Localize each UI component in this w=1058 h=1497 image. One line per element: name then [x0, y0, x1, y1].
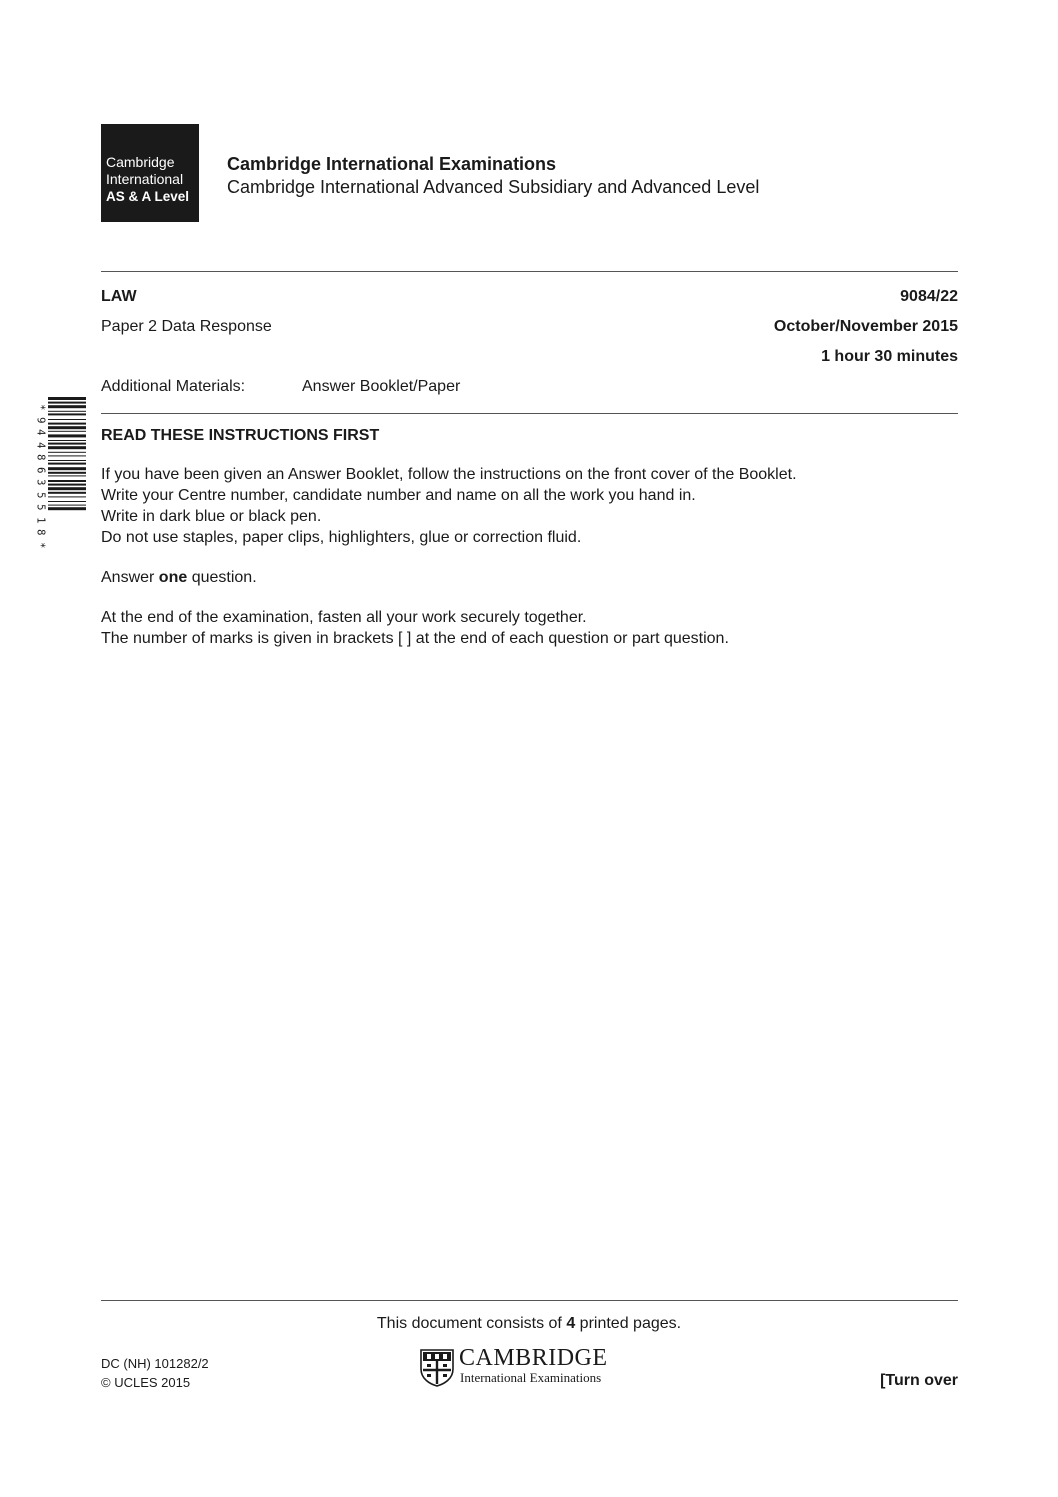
barcode-bar: [48, 463, 86, 465]
instruction-line: The number of marks is given in brackets [ ] at the end of each question or part question.: [101, 630, 729, 647]
barcode-digit: 5: [34, 491, 47, 498]
exam-session: October/November 2015: [773, 318, 958, 335]
answer-count: one: [158, 569, 188, 586]
barcode-digit: 8: [34, 454, 47, 461]
barcode-digit: 8: [34, 529, 47, 536]
copyright: © UCLES 2015: [101, 1375, 191, 1390]
barcode-bar: [48, 443, 86, 445]
qualification-subtitle: Cambridge International Advanced Subsidiary and Advanced Level: [227, 177, 760, 197]
instruction-line: At the end of the examination, fasten all your work securely together.: [101, 609, 587, 626]
cambridge-wordmark-subtitle: International Examinations: [460, 1370, 602, 1385]
barcode-digit: *: [34, 541, 47, 548]
barcode-bar: [48, 475, 86, 476]
barcode-digit: 3: [34, 479, 47, 486]
answer-instruction: Answer one question.: [101, 569, 257, 586]
instruction-line: Write your Centre number, candidate number and name on all the work you hand in.: [101, 487, 696, 504]
barcode-digit: *: [34, 404, 47, 411]
barcode-bar: [48, 402, 86, 404]
turn-over-note: [Turn over: [880, 1372, 958, 1389]
materials-value: Answer Booklet/Paper: [302, 378, 461, 395]
cambridge-wordmark: CAMBRIDGE: [459, 1345, 608, 1371]
instructions-heading: READ THESE INSTRUCTIONS FIRST: [101, 427, 380, 444]
barcode-bar: [48, 472, 86, 474]
barcode-bar: [48, 492, 86, 494]
barcode-digit: 4: [34, 429, 47, 436]
page-count-note: This document consists of 4 printed pages.: [376, 1315, 682, 1332]
exam-duration: 1 hour 30 minutes: [821, 348, 958, 365]
barcode-bar: [48, 446, 86, 449]
instructions-block-1: [101, 464, 797, 548]
barcode-bar: [48, 413, 86, 415]
logo-line-2: International: [106, 171, 184, 187]
barcode-digit: 5: [34, 504, 47, 511]
instruction-line: If you have been given an Answer Booklet, follow the instructions on the front cover of the Booklet.: [101, 466, 797, 483]
barcode-bar: [48, 434, 86, 437]
barcode-digit: 6: [34, 466, 47, 473]
paper-code: 9084/22: [900, 288, 958, 305]
barcode-bar: [48, 419, 86, 420]
instructions-divider: [101, 413, 958, 414]
logo-line-3: AS & A Level: [106, 189, 190, 204]
barcode-bar: [48, 411, 86, 412]
barcode-bar: [48, 484, 86, 486]
barcode-bar: [48, 480, 86, 482]
barcode-digit: 1: [34, 516, 47, 523]
barcode-bar: [48, 505, 86, 506]
top-divider: [101, 271, 958, 272]
instruction-line: Do not use staples, paper clips, highlighters, glue or correction fluid.: [101, 529, 582, 546]
barcode-bar: [48, 397, 86, 400]
barcode-digit: 9: [34, 416, 47, 423]
barcode-bar: [48, 452, 86, 453]
barcode-bar: [48, 431, 86, 432]
barcode-bar: [48, 440, 86, 441]
barcode-bar: [48, 405, 86, 408]
subject: LAW: [101, 288, 137, 305]
barcode-bar: [48, 507, 86, 510]
barcode-bar: [48, 496, 86, 497]
instruction-line: Write in dark blue or black pen.: [101, 508, 322, 525]
materials-label: Additional Materials:: [101, 378, 246, 395]
barcode-bar: [48, 455, 86, 456]
barcode-bar: [48, 487, 86, 490]
instructions-block-2: [101, 607, 797, 649]
barcode-bar: [48, 460, 86, 461]
footer-divider: [101, 1300, 958, 1301]
barcode-bar: [48, 467, 86, 470]
barcode-bar: [48, 426, 86, 429]
paper-name: Paper 2 Data Response: [101, 318, 272, 335]
barcode-digits: [34, 401, 46, 551]
barcode-digit: 4: [34, 441, 47, 448]
document-reference: DC (NH) 101282/2: [101, 1356, 209, 1371]
barcode-bar: [48, 423, 86, 425]
page-count: 4: [566, 1315, 576, 1332]
logo-line-1: Cambridge: [106, 154, 175, 170]
instructions-body: [101, 464, 797, 668]
cambridge-crest-icon: [420, 1349, 454, 1387]
cambridge-as-a-level-logo: [101, 124, 199, 222]
exam-board-title: Cambridge International Examinations: [227, 154, 557, 174]
barcode-bar: [48, 501, 86, 502]
